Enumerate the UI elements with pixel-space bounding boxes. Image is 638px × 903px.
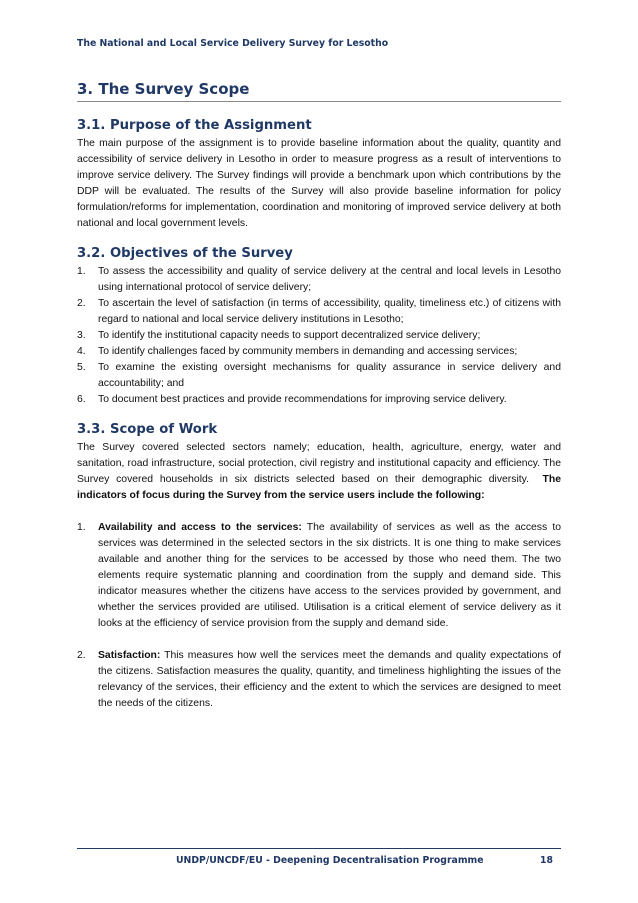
list-item xyxy=(77,360,561,392)
list-number: 4. xyxy=(77,346,86,357)
list-item xyxy=(77,392,561,408)
list-text: To examine the existing oversight mechanisms for quality assurance in service delivery and accountability; and xyxy=(98,362,561,389)
indicator-label: Availability and access to the services: xyxy=(98,522,302,533)
list-item xyxy=(77,648,561,712)
objectives-list xyxy=(77,264,561,408)
section-scope xyxy=(77,422,561,712)
indicator-label: Satisfaction: xyxy=(98,650,161,661)
section-objectives xyxy=(77,246,561,408)
list-number: 2. xyxy=(77,298,86,309)
list-number: 2. xyxy=(77,650,86,661)
list-item xyxy=(77,520,561,632)
indicator-text: The availability of services as well as the access to services was determined in the selected sectors in the six districts. It is one thing to make services available and another thing for the services to be accessed by those who need them. The two elements require systematic planning and coordination from the supply and demand side. This indicator measures whether the citizens have access to the services provided by government, and whether the services provided are utilised. Utilisation is a critical element of service delivery as it looks at the efficiency of service provision from the supply and demand side. xyxy=(98,522,561,629)
list-text: To identify the institutional capacity needs to support decentralized service delivery; xyxy=(98,330,481,341)
page-content xyxy=(77,80,561,726)
list-number: 5. xyxy=(77,362,86,373)
footer-text: UNDP/UNCDF/EU - Deepening Decentralisation Programme xyxy=(176,855,484,866)
list-text: To document best practices and provide recommendations for improving service delivery. xyxy=(98,394,507,405)
list-number: 6. xyxy=(77,394,86,405)
running-header: The National and Local Service Delivery Survey for Lesotho xyxy=(77,38,389,49)
list-item xyxy=(77,328,561,344)
list-item xyxy=(77,264,561,296)
section-purpose xyxy=(77,118,561,232)
scope-intro-bold: The indicators of focus during the Survey from the service users include the following: xyxy=(77,474,561,501)
list-text: To ascertain the level of satisfaction (in terms of accessibility, quality, timeliness etc.) of citizens with regard to national and local service delivery institutions in Lesotho; xyxy=(98,298,561,325)
list-number: 1. xyxy=(77,522,86,533)
indicator-text: This measures how well the services meet the demands and quality expectations of the citizens. Satisfaction measures the quality, quantity, and timeliness highlighting the issues of the relevancy of the services, their efficiency and the extent to which the services are designed to meet the needs of the citizens. xyxy=(98,650,561,709)
list-text: To identify challenges faced by community members in demanding and accessing services; xyxy=(98,346,518,357)
list-number: 3. xyxy=(77,330,86,341)
chapter-title: 3. The Survey Scope xyxy=(77,80,561,102)
purpose-paragraph: The main purpose of the assignment is to provide baseline information about the quality, quantity and accessibility of service delivery in Lesotho in order to measure progress as a result of interventions to improve service delivery. The Survey findings will provide a benchmark upon which contributions by the DDP will be evaluated. The results of the Survey will also provide baseline information for policy formulation/reforms for implementation, coordination and monitoring of improved service delivery at both national and local government levels. xyxy=(77,138,561,229)
section-heading-purpose: 3.1. Purpose of the Assignment xyxy=(77,118,312,133)
list-number: 1. xyxy=(77,266,86,277)
list-text: To assess the accessibility and quality of service delivery at the central and local levels in Lesotho using international protocol of service delivery; xyxy=(98,266,561,293)
list-item xyxy=(77,344,561,360)
footer-divider xyxy=(77,848,561,849)
chapter-heading-wrap xyxy=(77,80,561,102)
list-item xyxy=(77,296,561,328)
scope-intro-paragraph xyxy=(77,440,561,504)
indicators-list xyxy=(77,520,561,712)
page-number: 18 xyxy=(540,855,553,866)
section-heading-scope: 3.3. Scope of Work xyxy=(77,422,218,437)
scope-intro-text: The Survey covered selected sectors namely; education, health, agriculture, energy, water and sanitation, road infrastructure, social protection, civil registry and institutional capacity and efficiency. The Survey covered households in six districts selected based on their demographic diversity. xyxy=(77,442,561,485)
section-heading-objectives: 3.2. Objectives of the Survey xyxy=(77,246,293,261)
